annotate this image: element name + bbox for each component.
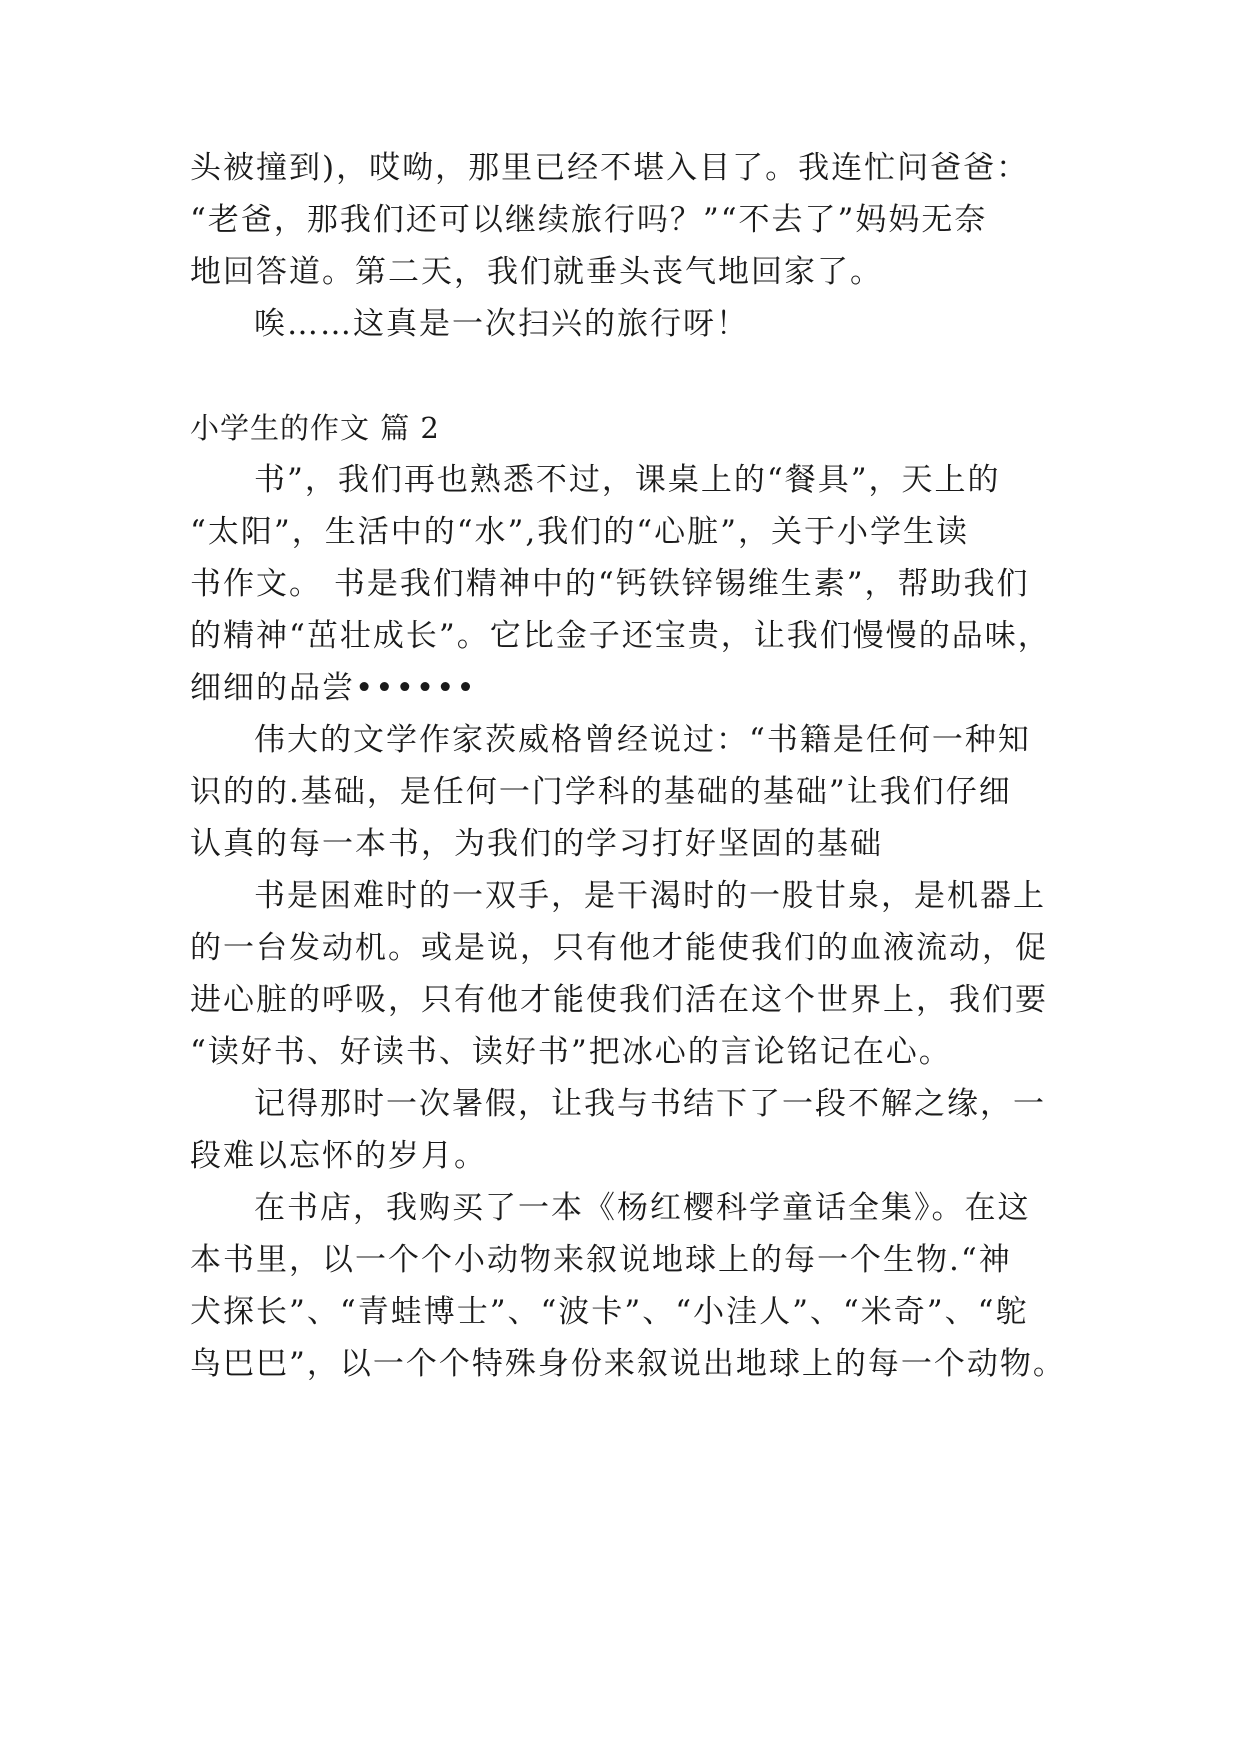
text-line: 鸟巴巴”，以一个个特殊身份来叙说出地球上的每一个动物。 <box>190 1346 1066 1382</box>
text-line: 犬探长”、“青蛙博士”、“波卡”、“小洼人”、“米奇”、“鸵 <box>190 1294 1029 1330</box>
text-line: 唉……这真是一次扫兴的旅行呀！ <box>254 306 749 342</box>
text-line: 记得那时一次暑假，让我与书结下了一段不解之缘，一 <box>254 1086 1046 1122</box>
text-line: 细细的品尝•••••• <box>190 670 477 706</box>
text-line: 书作文。 书是我们精神中的“钙铁锌锡维生素”，帮助我们 <box>190 566 1030 602</box>
text-line: 认真的每一本书，为我们的学习打好坚固的基础 <box>190 826 883 862</box>
text-line: 书”，我们再也熟悉不过，课桌上的“餐具”，天上的 <box>254 462 1001 498</box>
text-line: 识的的.基础，是任何一门学科的基础的基础”让我们仔细 <box>190 774 1012 810</box>
text-line: 地回答道。第二天，我们就垂头丧气地回家了。 <box>190 254 883 290</box>
text-line: “太阳”，生活中的“水”,我们的“心脏”，关于小学生读 <box>190 514 969 550</box>
text-line: 进心脏的呼吸，只有他才能使我们活在这个世界上，我们要 <box>190 982 1048 1018</box>
text-line: 本书里，以一个个小动物来叙说地球上的每一个生物.“神 <box>190 1242 1012 1278</box>
text-line: 的一台发动机。或是说，只有他才能使我们的血液流动，促 <box>190 930 1048 966</box>
text-line: 伟大的文学作家茨威格曾经说过：“书籍是任何一种知 <box>254 722 1031 758</box>
text-line: 段难以忘怀的岁月。 <box>190 1138 487 1174</box>
text-line: 的精神“茁壮成长”。它比金子还宝贵，让我们慢慢的品味， <box>190 618 1051 654</box>
text-line: “老爸，那我们还可以继续旅行吗？”“不去了”妈妈无奈 <box>190 202 988 238</box>
text-line: 头被撞到)，哎呦，那里已经不堪入目了。我连忙问爸爸： <box>190 150 1030 186</box>
text-line: 书是困难时的一双手，是干渴时的一股甘泉，是机器上 <box>254 878 1046 914</box>
text-line: 在书店，我购买了一本《杨红樱科学童话全集》。在这 <box>254 1190 1031 1226</box>
section-heading: 小学生的作文 篇 2 <box>190 411 440 445</box>
text-line: “读好书、好读书、读好书”把冰心的言论铭记在心。 <box>190 1034 952 1070</box>
